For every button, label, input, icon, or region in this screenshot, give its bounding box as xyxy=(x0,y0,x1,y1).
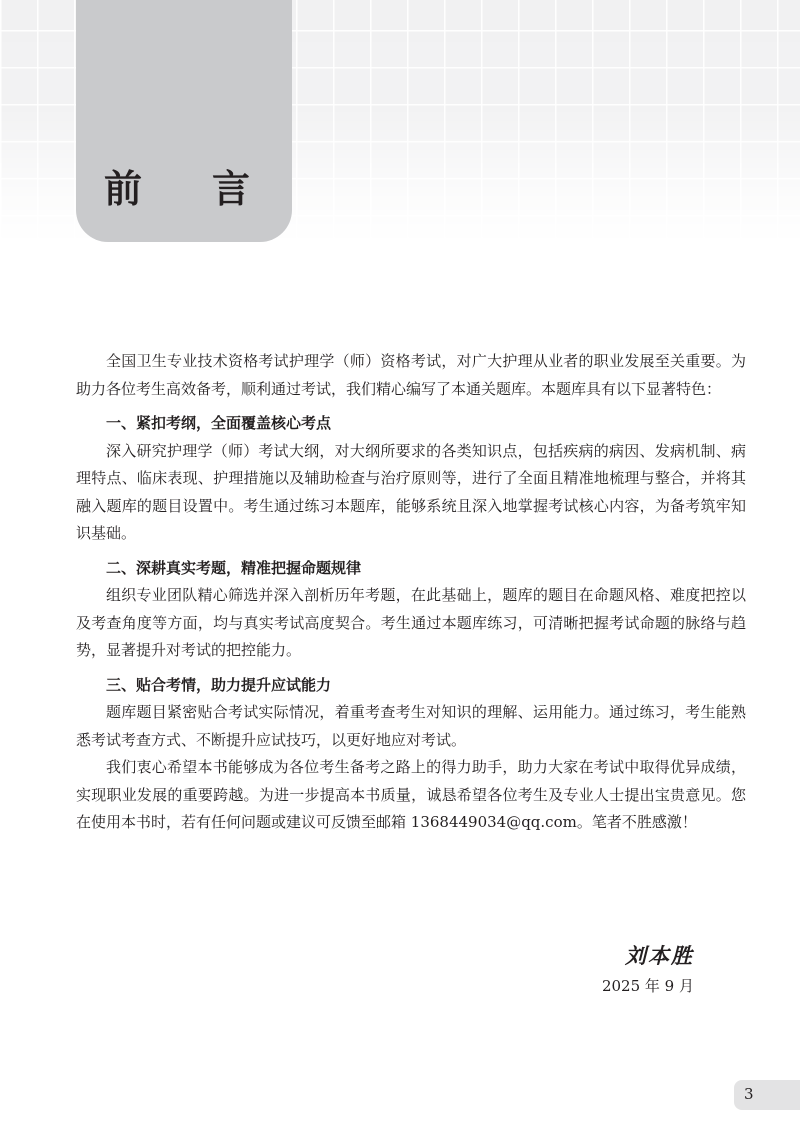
intro-paragraph: 全国卫生专业技术资格考试护理学（师）资格考试，对广大护理从业者的职业发展至关重要。为助力各位考生高效备考，顺利通过考试，我们精心编写了本通关题库。本题库具有以下显著特色： xyxy=(76,352,746,398)
section-heading-2: 二、深耕真实考题，精准把握命题规律 xyxy=(106,558,362,577)
author-signature: 刘本胜 xyxy=(625,943,694,968)
date-line: 2025 年 9 月 xyxy=(601,977,694,995)
preface-body xyxy=(76,348,746,837)
section-heading-1: 一、紧扣考纲，全面覆盖核心考点 xyxy=(106,414,332,432)
closing-paragraph: 我们衷心希望本书能够成为各位考生备考之路上的得力助手，助力大家在考试中取得优异成绩，实现职业发展的重要跨越。为进一步提高本书质量，诚恳希望各位考生及专业人士提出宝贵意见。您在使用本书时，若有任何问题或建议可反馈至邮箱 1368449034@qq.com。笔者不胜感激！ xyxy=(76,758,746,831)
page-number: 3 xyxy=(744,1085,754,1103)
section-paragraph-2: 组织专业团队精心筛选并深入剖析历年考题，在此基础上，题库的题目在命题风格、难度把控以及考查角度等方面，均与真实考试高度契合。考生通过本题库练习，可清晰把握考试命题的脉络与趋势，显著提升对考试的把控能力。 xyxy=(76,586,746,659)
section-paragraph-1: 深入研究护理学（师）考试大纲，对大纲所要求的各类知识点，包括疾病的病因、发病机制、病理特点、临床表现、护理措施以及辅助检查与治疗原则等，进行了全面且精准地梳理与整合，并将其融入题库的题目设置中。考生通过练习本题库，能够系统且深入地掌握考试核心内容，为备考筑牢知识基础。 xyxy=(76,441,746,542)
section-paragraph-3: 题库题目紧密贴合考试实际情况，着重考查考生对知识的理解、运用能力。通过练习，考生能熟悉考试考查方式、不断提升应试技巧，以更好地应对考试。 xyxy=(76,703,746,749)
page-title: 前言 xyxy=(104,167,321,211)
section-heading-3: 三、贴合考情，助力提升应试能力 xyxy=(106,675,332,694)
